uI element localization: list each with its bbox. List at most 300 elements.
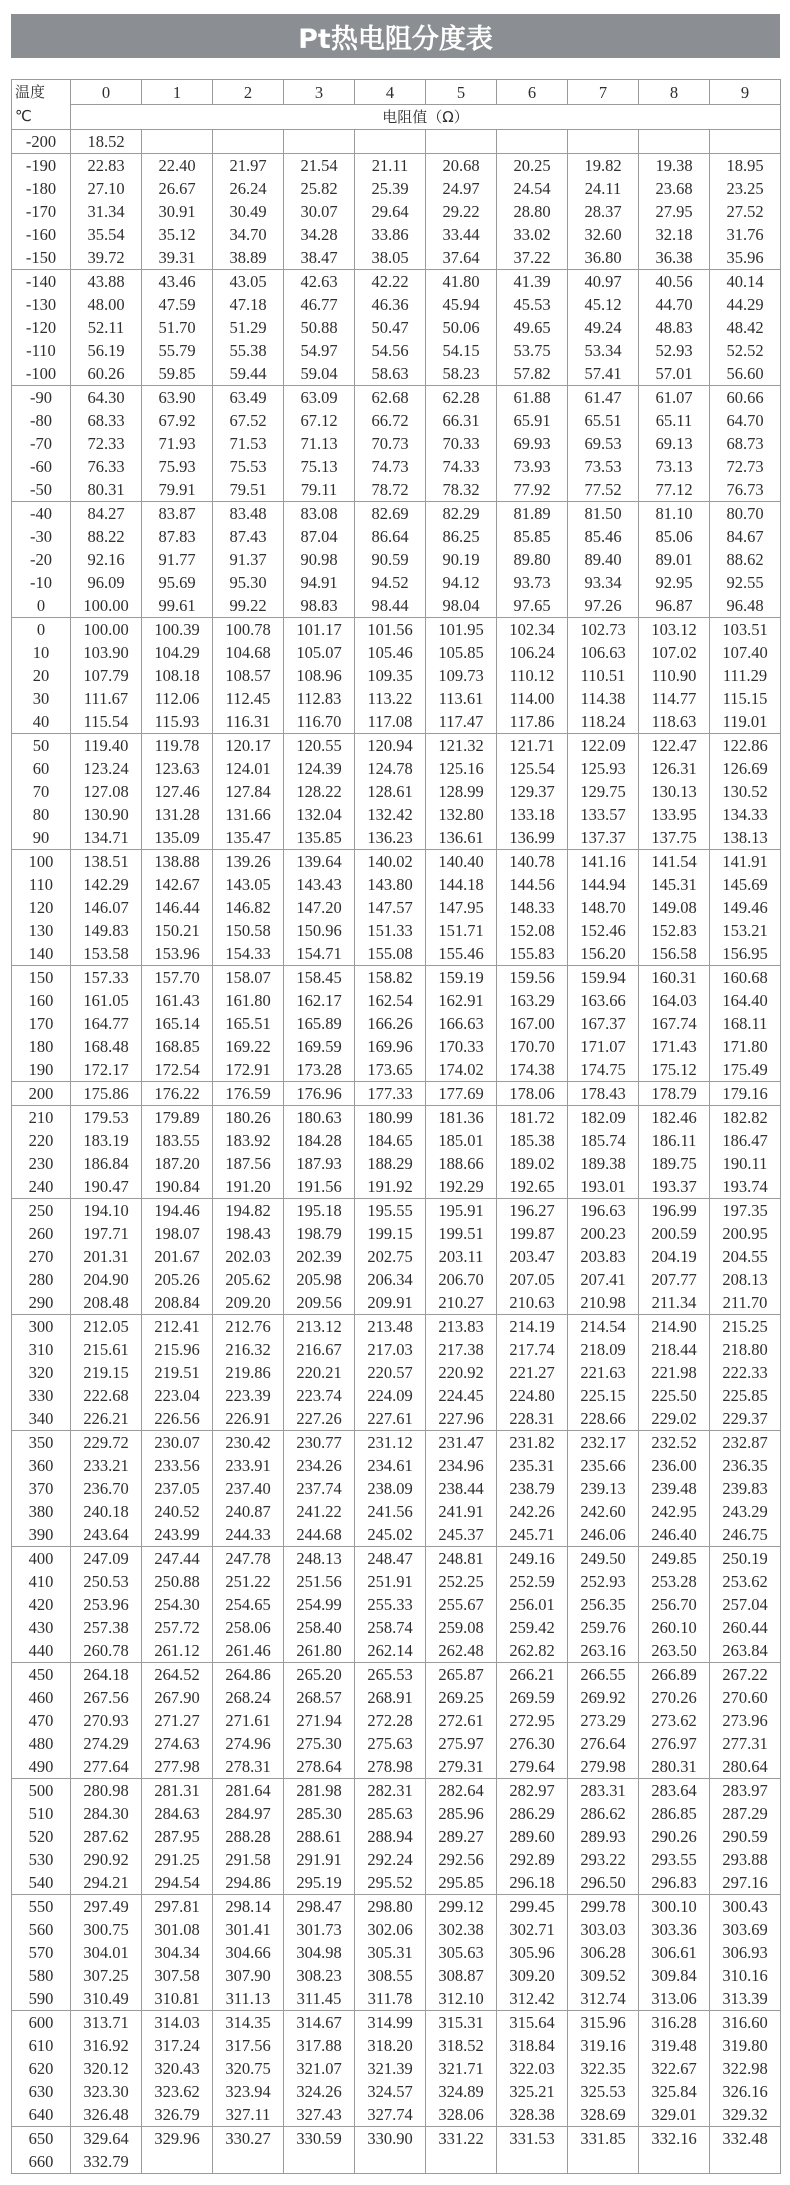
resistance-value-cell: 115.15 xyxy=(710,687,781,710)
resistance-value-cell: 307.58 xyxy=(142,1964,213,1987)
resistance-value-cell: 200.59 xyxy=(639,1222,710,1245)
temperature-cell: 660 xyxy=(12,2150,71,2174)
resistance-value-cell: 146.07 xyxy=(71,896,142,919)
resistance-value-cell: 227.61 xyxy=(355,1407,426,1431)
temperature-cell: 0 xyxy=(12,618,71,642)
temperature-cell: 210 xyxy=(12,1106,71,1130)
temperature-cell: 340 xyxy=(12,1407,71,1431)
resistance-value-cell: 92.95 xyxy=(639,571,710,594)
resistance-value-cell: 88.62 xyxy=(710,548,781,571)
resistance-value-cell: 182.82 xyxy=(710,1106,781,1130)
temperature-cell: -110 xyxy=(12,339,71,362)
resistance-value-cell: 306.28 xyxy=(568,1941,639,1964)
resistance-value-cell: 32.18 xyxy=(639,223,710,246)
resistance-value-cell: 315.96 xyxy=(568,2011,639,2035)
resistance-value-cell: 199.87 xyxy=(497,1222,568,1245)
resistance-value-cell: 92.16 xyxy=(71,548,142,571)
resistance-value-cell: 90.98 xyxy=(284,548,355,571)
resistance-value-cell: 85.06 xyxy=(639,525,710,548)
resistance-value-cell: 27.10 xyxy=(71,177,142,200)
temperature-cell: 170 xyxy=(12,1012,71,1035)
resistance-value-cell: 236.70 xyxy=(71,1477,142,1500)
resistance-value-cell: 106.63 xyxy=(568,641,639,664)
resistance-value-cell: 211.70 xyxy=(710,1291,781,1315)
temperature-cell: 190 xyxy=(12,1058,71,1082)
temperature-cell: 580 xyxy=(12,1964,71,1987)
resistance-value-cell: 286.62 xyxy=(568,1802,639,1825)
resistance-value-cell: 207.05 xyxy=(497,1268,568,1291)
table-row xyxy=(12,1361,781,1384)
resistance-value-cell: 182.46 xyxy=(639,1106,710,1130)
resistance-value-cell: 274.96 xyxy=(213,1732,284,1755)
resistance-value-cell: 316.92 xyxy=(71,2034,142,2057)
temperature-cell: -190 xyxy=(12,154,71,178)
resistance-value-cell: 263.84 xyxy=(710,1639,781,1663)
resistance-value-cell: 85.46 xyxy=(568,525,639,548)
resistance-value-cell: 20.25 xyxy=(497,154,568,178)
resistance-value-cell: 282.31 xyxy=(355,1779,426,1803)
resistance-value-cell: 179.53 xyxy=(71,1106,142,1130)
resistance-value-cell: 38.89 xyxy=(213,246,284,270)
resistance-value-cell xyxy=(568,130,639,154)
resistance-value-cell: 97.26 xyxy=(568,594,639,618)
resistance-value-cell: 43.46 xyxy=(142,270,213,294)
resistance-value-cell: 126.69 xyxy=(710,757,781,780)
resistance-value-cell: 260.78 xyxy=(71,1639,142,1663)
temperature-cell: 300 xyxy=(12,1315,71,1339)
resistance-value-cell: 60.26 xyxy=(71,362,142,386)
temperature-cell: 500 xyxy=(12,1779,71,1803)
resistance-value-cell: 246.06 xyxy=(568,1523,639,1547)
resistance-value-cell: 230.42 xyxy=(213,1431,284,1455)
table-row xyxy=(12,1152,781,1175)
resistance-value-cell: 284.97 xyxy=(213,1802,284,1825)
temperature-cell: 610 xyxy=(12,2034,71,2057)
resistance-value-cell: 181.36 xyxy=(426,1106,497,1130)
resistance-value-cell: 224.09 xyxy=(355,1384,426,1407)
resistance-value-cell: 76.33 xyxy=(71,455,142,478)
resistance-value-cell: 320.43 xyxy=(142,2057,213,2080)
resistance-value-cell: 328.38 xyxy=(497,2103,568,2127)
resistance-value-cell: 101.95 xyxy=(426,618,497,642)
resistance-value-cell: 250.19 xyxy=(710,1547,781,1571)
resistance-value-cell: 62.28 xyxy=(426,386,497,410)
resistance-value-cell xyxy=(710,130,781,154)
table-row xyxy=(12,1732,781,1755)
resistance-value-cell: 157.33 xyxy=(71,966,142,990)
resistance-value-cell: 118.24 xyxy=(568,710,639,734)
resistance-value-cell: 293.55 xyxy=(639,1848,710,1871)
temperature-cell: 480 xyxy=(12,1732,71,1755)
resistance-value-cell: 287.29 xyxy=(710,1802,781,1825)
column-header-1: 1 xyxy=(142,80,213,105)
resistance-value-cell: 98.44 xyxy=(355,594,426,618)
resistance-value-cell: 216.67 xyxy=(284,1338,355,1361)
resistance-value-cell: 315.31 xyxy=(426,2011,497,2035)
resistance-value-cell: 45.12 xyxy=(568,293,639,316)
resistance-value-cell: 77.92 xyxy=(497,478,568,502)
temperature-cell: 130 xyxy=(12,919,71,942)
resistance-value-cell xyxy=(710,2150,781,2174)
resistance-value-cell: 50.06 xyxy=(426,316,497,339)
temperature-cell: -180 xyxy=(12,177,71,200)
table-row xyxy=(12,548,781,571)
resistance-value-cell: 51.70 xyxy=(142,316,213,339)
resistance-value-cell: 329.96 xyxy=(142,2127,213,2151)
resistance-value-cell: 258.06 xyxy=(213,1616,284,1639)
resistance-value-cell: 196.27 xyxy=(497,1199,568,1223)
resistance-value-cell: 245.37 xyxy=(426,1523,497,1547)
resistance-value-cell: 50.47 xyxy=(355,316,426,339)
resistance-value-cell: 25.82 xyxy=(284,177,355,200)
temperature-cell: 120 xyxy=(12,896,71,919)
resistance-value-cell: 281.98 xyxy=(284,1779,355,1803)
temperature-cell: 80 xyxy=(12,803,71,826)
table-row xyxy=(12,1058,781,1082)
resistance-value-cell: 111.29 xyxy=(710,664,781,687)
resistance-value-cell: 61.07 xyxy=(639,386,710,410)
resistance-value-cell: 251.91 xyxy=(355,1570,426,1593)
column-header-8: 8 xyxy=(639,80,710,105)
resistance-value-cell: 217.03 xyxy=(355,1338,426,1361)
resistance-value-cell: 235.31 xyxy=(497,1454,568,1477)
resistance-value-cell: 171.07 xyxy=(568,1035,639,1058)
resistance-value-cell: 205.62 xyxy=(213,1268,284,1291)
resistance-value-cell: 252.59 xyxy=(497,1570,568,1593)
resistance-value-cell: 310.16 xyxy=(710,1964,781,1987)
resistance-value-cell: 222.33 xyxy=(710,1361,781,1384)
resistance-value-cell: 277.98 xyxy=(142,1755,213,1779)
resistance-value-cell: 59.04 xyxy=(284,362,355,386)
temperature-cell: -50 xyxy=(12,478,71,502)
resistance-value-cell: 170.70 xyxy=(497,1035,568,1058)
resistance-value-cell: 120.17 xyxy=(213,734,284,758)
resistance-value-cell: 292.24 xyxy=(355,1848,426,1871)
resistance-value-cell: 184.28 xyxy=(284,1129,355,1152)
resistance-value-cell: 256.35 xyxy=(568,1593,639,1616)
table-row xyxy=(12,1012,781,1035)
resistance-value-cell: 307.25 xyxy=(71,1964,142,1987)
resistance-value-cell: 268.24 xyxy=(213,1686,284,1709)
resistance-value-cell: 44.70 xyxy=(639,293,710,316)
resistance-value-cell: 193.74 xyxy=(710,1175,781,1199)
resistance-value-cell: 102.34 xyxy=(497,618,568,642)
temperature-cell: -60 xyxy=(12,455,71,478)
resistance-value-cell: 228.31 xyxy=(497,1407,568,1431)
resistance-value-cell: 260.10 xyxy=(639,1616,710,1639)
resistance-value-cell: 109.73 xyxy=(426,664,497,687)
table-row xyxy=(12,2080,781,2103)
table-row xyxy=(12,1407,781,1431)
resistance-value-cell: 161.05 xyxy=(71,989,142,1012)
resistance-value-cell: 183.55 xyxy=(142,1129,213,1152)
resistance-value-cell: 33.44 xyxy=(426,223,497,246)
resistance-value-cell: 169.96 xyxy=(355,1035,426,1058)
temperature-cell: 470 xyxy=(12,1709,71,1732)
resistance-value-cell: 155.46 xyxy=(426,942,497,966)
resistance-value-cell: 220.21 xyxy=(284,1361,355,1384)
unit-header-row xyxy=(12,105,781,130)
table-row xyxy=(12,1918,781,1941)
resistance-value-cell: 243.29 xyxy=(710,1500,781,1523)
resistance-value-cell: 262.48 xyxy=(426,1639,497,1663)
resistance-value-cell: 255.33 xyxy=(355,1593,426,1616)
resistance-value-cell: 254.30 xyxy=(142,1593,213,1616)
resistance-value-cell: 59.44 xyxy=(213,362,284,386)
resistance-value-cell: 131.28 xyxy=(142,803,213,826)
resistance-value-cell: 133.57 xyxy=(568,803,639,826)
resistance-value-cell: 219.15 xyxy=(71,1361,142,1384)
resistance-value-cell: 241.56 xyxy=(355,1500,426,1523)
table-row xyxy=(12,919,781,942)
resistance-value-cell: 331.53 xyxy=(497,2127,568,2151)
resistance-value-cell: 300.43 xyxy=(710,1895,781,1919)
resistance-value-cell: 33.86 xyxy=(355,223,426,246)
resistance-value-cell: 34.70 xyxy=(213,223,284,246)
resistance-value-cell: 202.75 xyxy=(355,1245,426,1268)
resistance-value-cell: 158.82 xyxy=(355,966,426,990)
resistance-value-cell: 120.55 xyxy=(284,734,355,758)
temperature-cell: -80 xyxy=(12,409,71,432)
resistance-value-cell: 152.46 xyxy=(568,919,639,942)
resistance-value-cell: 24.11 xyxy=(568,177,639,200)
resistance-value-cell: 72.33 xyxy=(71,432,142,455)
temperature-cell: 350 xyxy=(12,1431,71,1455)
resistance-value-cell: 71.93 xyxy=(142,432,213,455)
resistance-value-cell: 144.56 xyxy=(497,873,568,896)
resistance-value-cell: 214.19 xyxy=(497,1315,568,1339)
resistance-value-cell: 259.42 xyxy=(497,1616,568,1639)
resistance-value-cell: 267.56 xyxy=(71,1686,142,1709)
resistance-value-cell: 55.38 xyxy=(213,339,284,362)
table-row xyxy=(12,989,781,1012)
resistance-value-cell: 255.67 xyxy=(426,1593,497,1616)
resistance-value-cell: 125.16 xyxy=(426,757,497,780)
resistance-value-cell: 103.12 xyxy=(639,618,710,642)
resistance-value-cell: 289.93 xyxy=(568,1825,639,1848)
resistance-value-cell: 40.97 xyxy=(568,270,639,294)
resistance-value-cell: 324.89 xyxy=(426,2080,497,2103)
resistance-value-cell: 274.63 xyxy=(142,1732,213,1755)
resistance-value-cell: 115.54 xyxy=(71,710,142,734)
resistance-value-cell: 236.35 xyxy=(710,1454,781,1477)
resistance-value-cell: 240.18 xyxy=(71,1500,142,1523)
resistance-value-cell: 299.12 xyxy=(426,1895,497,1919)
resistance-value-cell: 65.11 xyxy=(639,409,710,432)
resistance-value-cell: 323.62 xyxy=(142,2080,213,2103)
temperature-cell: 370 xyxy=(12,1477,71,1500)
table-row xyxy=(12,432,781,455)
resistance-value-cell: 90.19 xyxy=(426,548,497,571)
resistance-value-cell: 323.94 xyxy=(213,2080,284,2103)
resistance-value-cell: 42.22 xyxy=(355,270,426,294)
resistance-value-cell: 108.96 xyxy=(284,664,355,687)
table-row xyxy=(12,1035,781,1058)
resistance-value-cell: 56.19 xyxy=(71,339,142,362)
resistance-value-cell: 287.62 xyxy=(71,1825,142,1848)
resistance-value-cell: 210.27 xyxy=(426,1291,497,1315)
resistance-value-cell: 148.33 xyxy=(497,896,568,919)
resistance-value-cell: 22.40 xyxy=(142,154,213,178)
resistance-value-cell xyxy=(213,2150,284,2174)
resistance-value-cell: 69.93 xyxy=(497,432,568,455)
resistance-value-cell: 165.89 xyxy=(284,1012,355,1035)
resistance-value-cell: 84.27 xyxy=(71,502,142,526)
resistance-value-cell: 230.77 xyxy=(284,1431,355,1455)
resistance-value-cell: 141.16 xyxy=(568,850,639,874)
resistance-value-cell: 234.61 xyxy=(355,1454,426,1477)
resistance-value-cell xyxy=(497,2150,568,2174)
temperature-cell: 630 xyxy=(12,2080,71,2103)
resistance-value-cell: 214.90 xyxy=(639,1315,710,1339)
resistance-value-cell: 136.99 xyxy=(497,826,568,850)
resistance-value-cell: 170.33 xyxy=(426,1035,497,1058)
resistance-value-cell: 266.55 xyxy=(568,1663,639,1687)
resistance-value-cell: 70.33 xyxy=(426,432,497,455)
temperature-cell: 30 xyxy=(12,687,71,710)
resistance-value-cell: 104.29 xyxy=(142,641,213,664)
resistance-value-cell: 114.00 xyxy=(497,687,568,710)
resistance-value-cell: 175.49 xyxy=(710,1058,781,1082)
resistance-value-cell: 199.51 xyxy=(426,1222,497,1245)
resistance-value-cell: 289.27 xyxy=(426,1825,497,1848)
resistance-value-cell: 79.91 xyxy=(142,478,213,502)
temperature-cell: 180 xyxy=(12,1035,71,1058)
resistance-value-cell: 128.61 xyxy=(355,780,426,803)
resistance-value-cell: 174.02 xyxy=(426,1058,497,1082)
resistance-value-cell: 89.01 xyxy=(639,548,710,571)
resistance-value-cell: 166.63 xyxy=(426,1012,497,1035)
resistance-value-cell: 121.71 xyxy=(497,734,568,758)
temperature-cell: 510 xyxy=(12,1802,71,1825)
resistance-value-cell xyxy=(284,130,355,154)
table-row xyxy=(12,1082,781,1106)
resistance-value-cell: 141.54 xyxy=(639,850,710,874)
resistance-value-cell: 35.12 xyxy=(142,223,213,246)
resistance-value-cell: 223.74 xyxy=(284,1384,355,1407)
resistance-value-cell: 133.95 xyxy=(639,803,710,826)
resistance-value-cell: 196.63 xyxy=(568,1199,639,1223)
table-row xyxy=(12,780,781,803)
table-row xyxy=(12,293,781,316)
resistance-value-cell: 49.65 xyxy=(497,316,568,339)
resistance-value-cell: 19.82 xyxy=(568,154,639,178)
resistance-table xyxy=(11,79,781,2174)
resistance-value-cell: 81.50 xyxy=(568,502,639,526)
resistance-value-cell: 263.16 xyxy=(568,1639,639,1663)
table-row xyxy=(12,1686,781,1709)
resistance-value-cell: 275.97 xyxy=(426,1732,497,1755)
resistance-value-cell: 48.00 xyxy=(71,293,142,316)
resistance-value-cell: 98.04 xyxy=(426,594,497,618)
temperature-cell: 150 xyxy=(12,966,71,990)
resistance-value-cell: 305.31 xyxy=(355,1941,426,1964)
resistance-value-cell: 225.85 xyxy=(710,1384,781,1407)
table-row xyxy=(12,1431,781,1455)
resistance-value-cell: 217.74 xyxy=(497,1338,568,1361)
column-header-5: 5 xyxy=(426,80,497,105)
temperature-cell: 70 xyxy=(12,780,71,803)
resistance-value-cell: 119.40 xyxy=(71,734,142,758)
resistance-value-cell: 325.53 xyxy=(568,2080,639,2103)
resistance-value-cell: 94.91 xyxy=(284,571,355,594)
temperature-cell: 160 xyxy=(12,989,71,1012)
resistance-value-cell: 232.52 xyxy=(639,1431,710,1455)
resistance-value-cell: 127.08 xyxy=(71,780,142,803)
resistance-value-cell xyxy=(284,2150,355,2174)
resistance-value-cell: 64.70 xyxy=(710,409,781,432)
resistance-value-cell: 146.44 xyxy=(142,896,213,919)
resistance-value-cell: 205.26 xyxy=(142,1268,213,1291)
resistance-value-cell: 187.56 xyxy=(213,1152,284,1175)
resistance-value-cell: 242.60 xyxy=(568,1500,639,1523)
resistance-value-cell: 293.88 xyxy=(710,1848,781,1871)
resistance-value-cell: 248.81 xyxy=(426,1547,497,1571)
temperature-cell: 250 xyxy=(12,1199,71,1223)
resistance-value-cell: 129.37 xyxy=(497,780,568,803)
resistance-value-cell: 271.27 xyxy=(142,1709,213,1732)
resistance-value-cell xyxy=(355,130,426,154)
resistance-value-cell: 226.91 xyxy=(213,1407,284,1431)
table-row xyxy=(12,1338,781,1361)
resistance-value-cell: 261.80 xyxy=(284,1639,355,1663)
resistance-value-cell: 190.84 xyxy=(142,1175,213,1199)
temperature-cell: 240 xyxy=(12,1175,71,1199)
resistance-value-cell: 226.21 xyxy=(71,1407,142,1431)
table-row xyxy=(12,1663,781,1687)
resistance-value-cell: 327.11 xyxy=(213,2103,284,2127)
resistance-value-cell: 278.64 xyxy=(284,1755,355,1779)
resistance-value-cell: 191.56 xyxy=(284,1175,355,1199)
resistance-value-cell: 164.40 xyxy=(710,989,781,1012)
resistance-value-cell: 138.51 xyxy=(71,850,142,874)
resistance-value-cell: 100.00 xyxy=(71,594,142,618)
temperature-cell: 620 xyxy=(12,2057,71,2080)
resistance-value-cell: 43.88 xyxy=(71,270,142,294)
table-row xyxy=(12,1106,781,1130)
resistance-value-cell: 78.72 xyxy=(355,478,426,502)
resistance-value-cell: 297.49 xyxy=(71,1895,142,1919)
resistance-value-cell: 264.18 xyxy=(71,1663,142,1687)
resistance-value-cell: 74.73 xyxy=(355,455,426,478)
resistance-value-cell: 225.50 xyxy=(639,1384,710,1407)
resistance-value-cell: 64.30 xyxy=(71,386,142,410)
resistance-value-cell: 256.70 xyxy=(639,1593,710,1616)
resistance-value-cell: 35.96 xyxy=(710,246,781,270)
temperature-cell: -70 xyxy=(12,432,71,455)
resistance-value-cell: 294.21 xyxy=(71,1871,142,1895)
resistance-value-cell: 34.28 xyxy=(284,223,355,246)
temperature-cell: 640 xyxy=(12,2103,71,2127)
resistance-value-cell: 35.54 xyxy=(71,223,142,246)
resistance-value-cell: 96.09 xyxy=(71,571,142,594)
resistance-value-cell: 265.20 xyxy=(284,1663,355,1687)
resistance-value-cell: 262.82 xyxy=(497,1639,568,1663)
resistance-value-cell: 233.21 xyxy=(71,1454,142,1477)
resistance-value-cell: 264.52 xyxy=(142,1663,213,1687)
table-row xyxy=(12,1384,781,1407)
resistance-value-cell: 22.83 xyxy=(71,154,142,178)
resistance-value-cell: 187.93 xyxy=(284,1152,355,1175)
temperature-cell: 280 xyxy=(12,1268,71,1291)
temperature-cell: 570 xyxy=(12,1941,71,1964)
resistance-value-cell: 260.44 xyxy=(710,1616,781,1639)
resistance-value-cell: 303.03 xyxy=(568,1918,639,1941)
resistance-value-cell: 319.16 xyxy=(568,2034,639,2057)
table-row xyxy=(12,2103,781,2127)
resistance-value-cell: 107.40 xyxy=(710,641,781,664)
temperature-cell: 560 xyxy=(12,1918,71,1941)
